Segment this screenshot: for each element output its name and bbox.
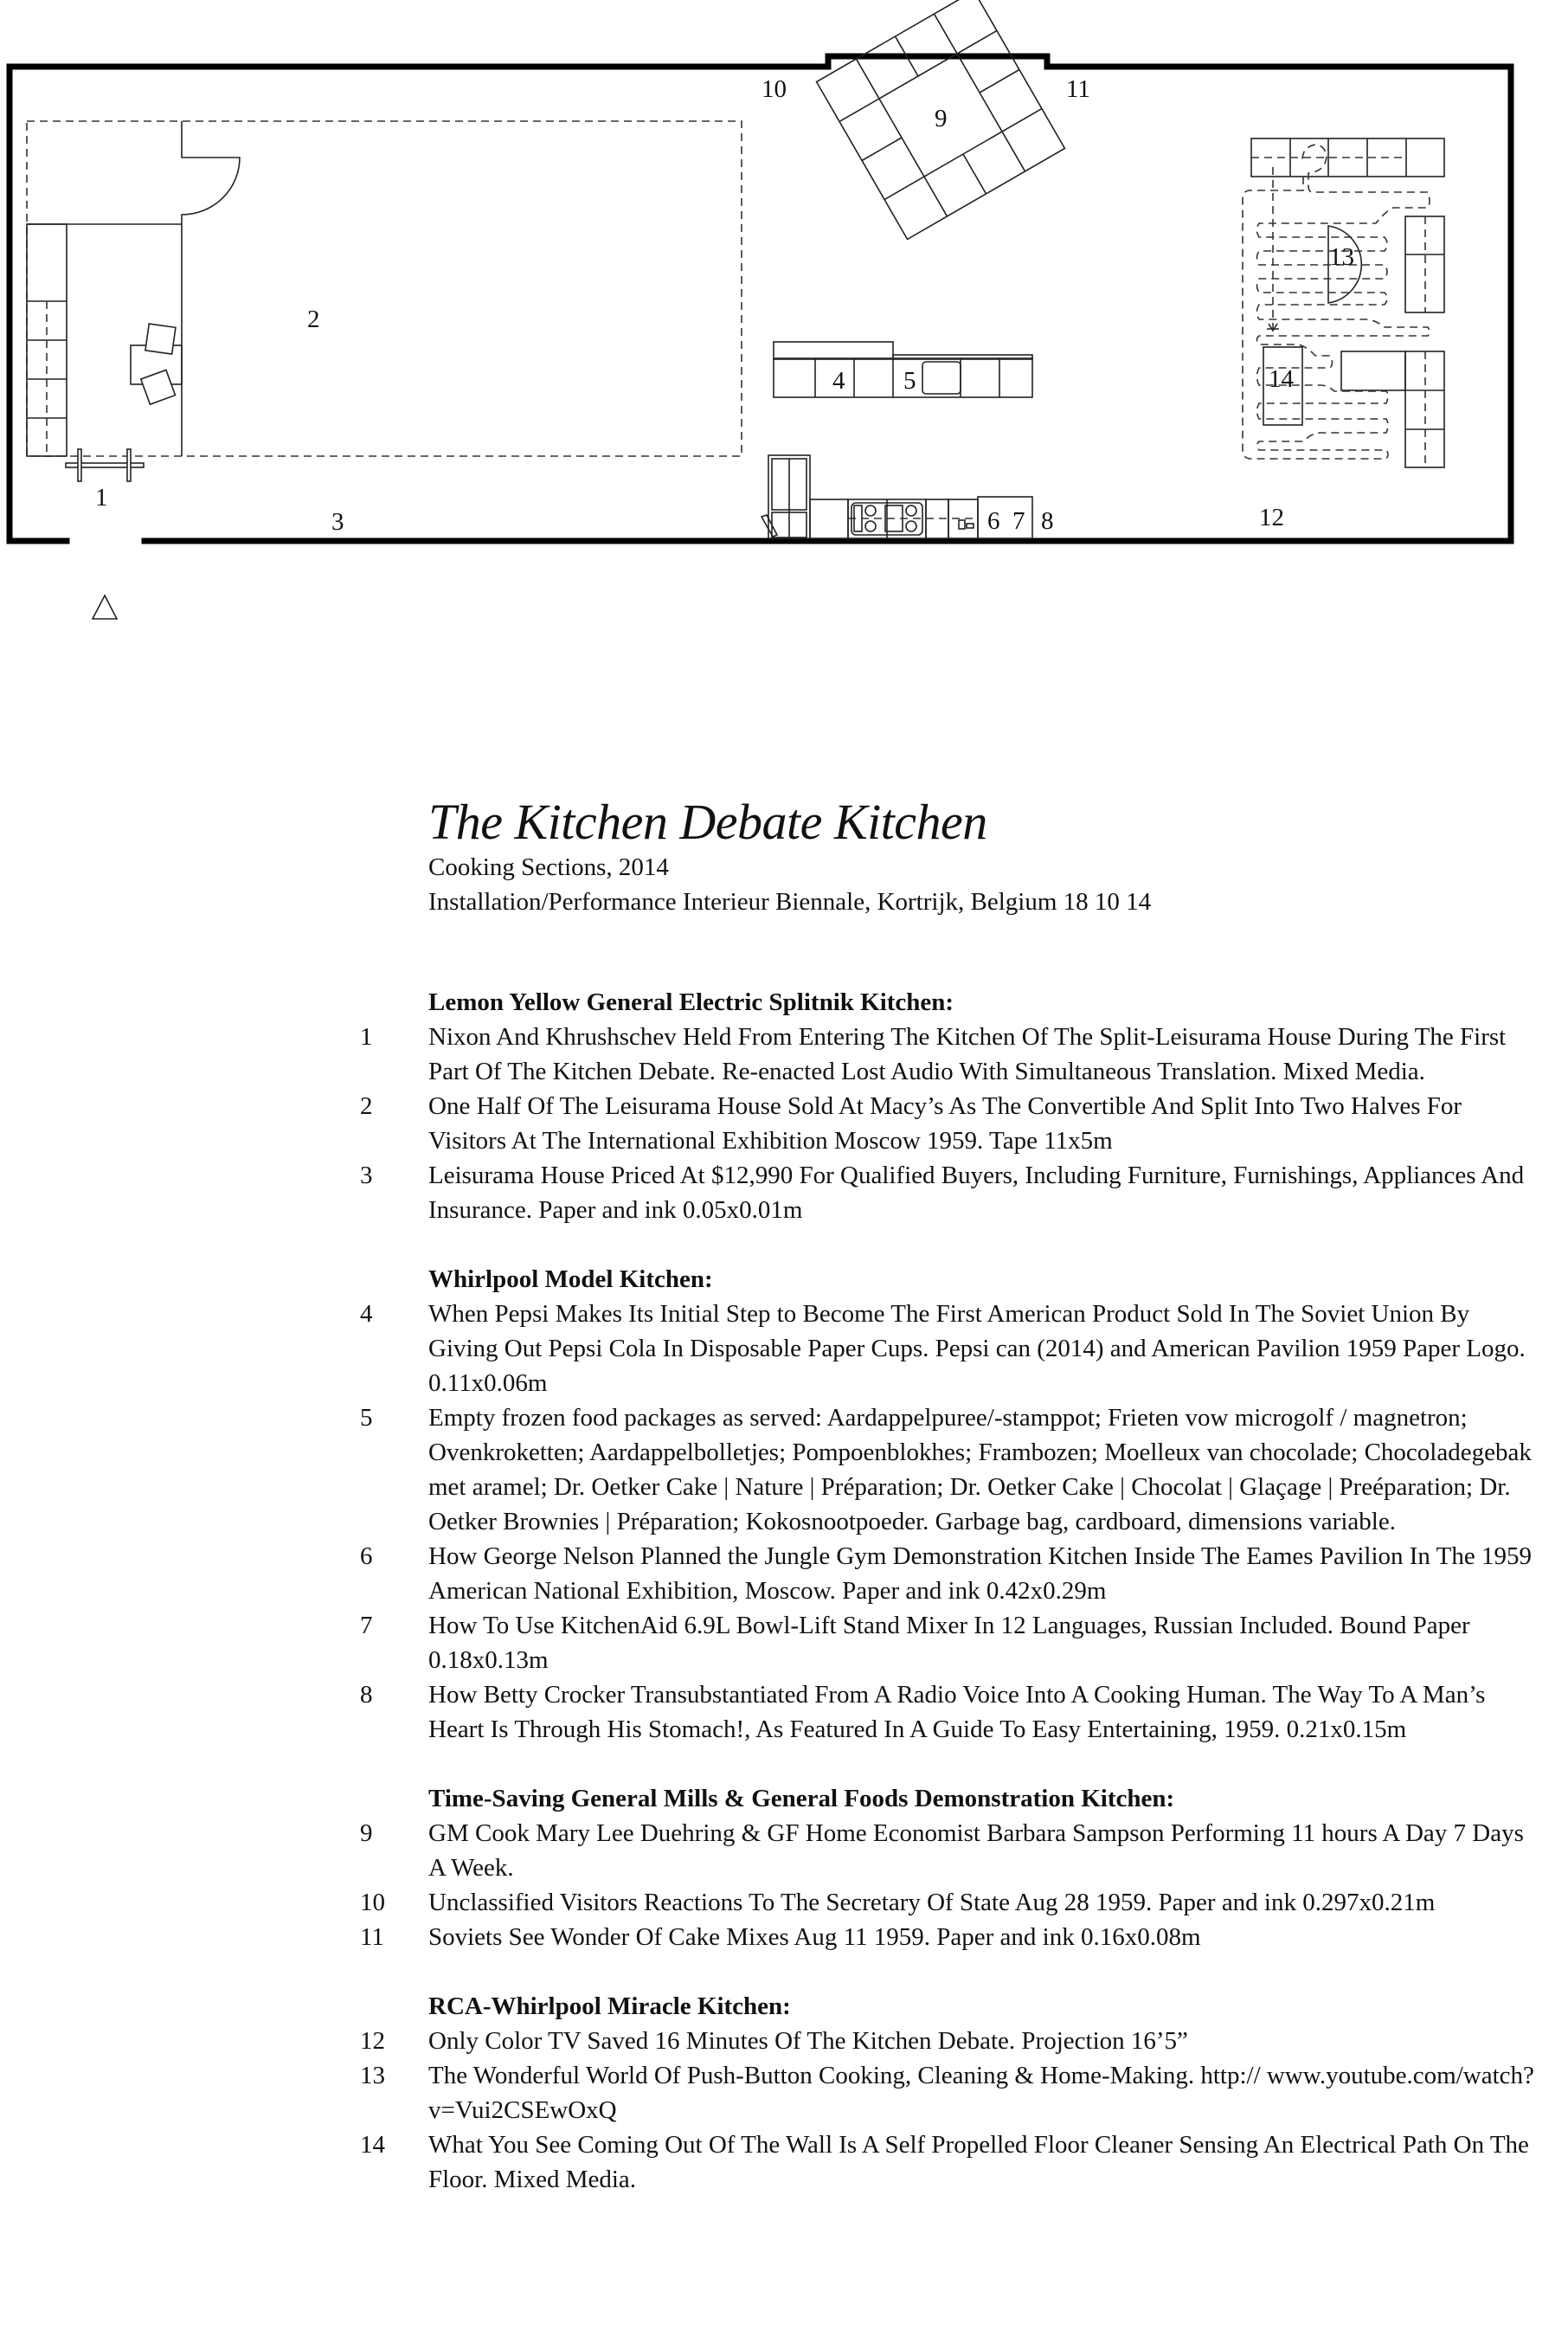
plan-label-10: 10 <box>762 75 787 103</box>
item-description: When Pepsi Makes Its Initial Step to Become The First American Product Sold In The Soviet Union By Giving Out Pepsi Cola In Disposable Paper Cups. Pepsi can (2014) and American Pavilion 1959 Paper Logo. 0.11x0.06m <box>428 1300 1526 1397</box>
section-demonstration-kitchen <box>355 1781 1558 1954</box>
venue-info: Installation/Performance Interieur Biennale, Kortrijk, Belgium 18 10 14 <box>428 888 1152 916</box>
item-description: One Half Of The Leisurama House Sold At Macy’s As The Convertible And Split Into Two Halves For Visitors At The International Exhibition Moscow 1959. Tape 11x5m <box>428 1092 1462 1155</box>
plan-label-11: 11 <box>1066 75 1090 103</box>
caption-block <box>428 795 1151 919</box>
item-description: How George Nelson Planned the Jungle Gym Demonstration Kitchen Inside The Eames Pavilion In The 1959 American National Exhibition, Moscow. Paper and ink 0.42x0.29m <box>428 1542 1532 1605</box>
legend-item <box>355 1020 1558 1089</box>
plan-label-8: 8 <box>1041 507 1054 535</box>
plan-label-4: 4 <box>832 367 845 395</box>
item-description: GM Cook Mary Lee Duehring & GF Home Economist Barbara Sampson Performing 11 hours A Day 7 Days A Week. <box>428 1819 1524 1882</box>
legend-item <box>355 1885 1558 1920</box>
item-number: 1 <box>360 1023 373 1051</box>
leisurama-house-zone <box>27 121 742 456</box>
item-description: Empty frozen food packages as served: Aardappelpuree/-stamppot; Frieten vow microgolf / magnetron; Ovenkroketten; Aardappelbolletjes; Pompoenblokhes; Frambozen; Moelleux van chocolade; Chocoladegebak met aramel; Dr. Oetker Cake | Nature | Préparation; Dr. Oetker Cake | Chocolat | Glaçage | Preéparation; Dr. Oetker Brownies | Préparation; Kokosnootpoeder. Garbage bag, cardboard, dimensions variable. <box>428 1404 1532 1535</box>
plan-label-7: 7 <box>1012 507 1025 535</box>
item-description: Leisurama House Priced At $12,990 For Qualified Buyers, Including Furniture, Furnishings, Appliances And Insurance. Paper and ink 0.05x0.01m <box>428 1162 1525 1224</box>
plan-label-5: 5 <box>903 367 916 395</box>
legend-item <box>355 2127 1558 2197</box>
plan-label-14: 14 <box>1269 365 1294 393</box>
item-number: 2 <box>360 1092 373 1120</box>
section-whirlpool-model-kitchen <box>355 1262 1558 1747</box>
item-number: 10 <box>360 1889 385 1916</box>
page-title: The Kitchen Debate Kitchen <box>428 794 987 850</box>
item-description: How To Use KitchenAid 6.9L Bowl-Lift Stand Mixer In 12 Languages, Russian Included. Bound Paper 0.18x0.13m <box>428 1612 1470 1674</box>
section-miracle-kitchen <box>355 1989 1558 2197</box>
item-number: 14 <box>360 2131 385 2159</box>
section-heading: RCA-Whirlpool Miracle Kitchen: <box>428 1992 791 2020</box>
legend-item <box>355 1608 1558 1677</box>
item-description: Unclassified Visitors Reactions To The Secretary Of State Aug 28 1959. Paper and ink 0.297x0.21m <box>428 1889 1436 1916</box>
item-description: Nixon And Khrushschev Held From Entering The Kitchen Of The Split-Leisurama House During The First Part Of The Kitchen Debate. Re-enacted Lost Audio With Simultaneous Translation. Mixed Media. <box>428 1023 1507 1085</box>
item-number: 3 <box>360 1162 373 1189</box>
legend-item <box>355 1677 1558 1747</box>
item-description: How Betty Crocker Transubstantiated From A Radio Voice Into A Cooking Human. The Way To A Man’s Heart Is Through His Stomach!, As Featured In A Guide To Easy Entertaining, 1959. 0.21x0.15m <box>428 1681 1486 1743</box>
plan-label-12: 12 <box>1259 504 1284 531</box>
miracle-kitchen <box>1243 138 1444 467</box>
plan-label-2: 2 <box>307 306 320 333</box>
item-number: 7 <box>360 1612 373 1639</box>
item-number: 4 <box>360 1300 373 1328</box>
item-description: Only Color TV Saved 16 Minutes Of The Kitchen Debate. Projection 16’5” <box>428 2027 1188 2055</box>
item-description: Soviets See Wonder Of Cake Mixes Aug 11 1959. Paper and ink 0.16x0.08m <box>428 1923 1201 1951</box>
legend <box>355 985 1558 2231</box>
legend-item <box>355 2024 1558 2058</box>
plan-label-1: 1 <box>95 484 108 512</box>
item-number: 6 <box>360 1542 373 1570</box>
legend-item <box>355 1158 1558 1227</box>
legend-item <box>355 1539 1558 1608</box>
exterior-walls <box>10 56 1511 541</box>
legend-item <box>355 2058 1558 2127</box>
plan-label-9: 9 <box>935 105 948 132</box>
section-heading: Time-Saving General Mills & General Foods Demonstration Kitchen: <box>428 1785 1175 1812</box>
section-splitnik-kitchen <box>355 985 1558 1227</box>
item-number: 11 <box>360 1923 384 1951</box>
legend-item <box>355 1816 1558 1885</box>
legend-item <box>355 1297 1558 1400</box>
item-description: What You See Coming Out Of The Wall Is A Self Propelled Floor Cleaner Sensing An Electrical Path On The Floor. Mixed Media. <box>428 2131 1529 2193</box>
item-number: 8 <box>360 1681 373 1709</box>
item-number: 13 <box>360 2062 385 2089</box>
plan-label-6: 6 <box>987 507 1000 535</box>
plan-label-3: 3 <box>331 508 344 536</box>
barrier <box>66 449 144 481</box>
item-number: 12 <box>360 2027 385 2055</box>
item-description: The Wonderful World Of Push-Button Cooking, Cleaning & Home-Making. http:// www.youtube.com/watch?v=Vui2CSEwOxQ <box>428 2062 1534 2124</box>
legend-item <box>355 1400 1558 1539</box>
artist-year: Cooking Sections, 2014 <box>428 853 669 881</box>
legend-item <box>355 1920 1558 1954</box>
legend-item <box>355 1089 1558 1158</box>
section-heading: Whirlpool Model Kitchen: <box>428 1265 713 1293</box>
floor-plan <box>0 0 1568 640</box>
item-number: 5 <box>360 1404 373 1432</box>
plan-label-13: 13 <box>1329 243 1354 271</box>
item-number: 9 <box>360 1819 373 1847</box>
section-heading: Lemon Yellow General Electric Splitnik Kitchen: <box>428 988 954 1016</box>
entrance-triangle-icon <box>93 595 117 619</box>
